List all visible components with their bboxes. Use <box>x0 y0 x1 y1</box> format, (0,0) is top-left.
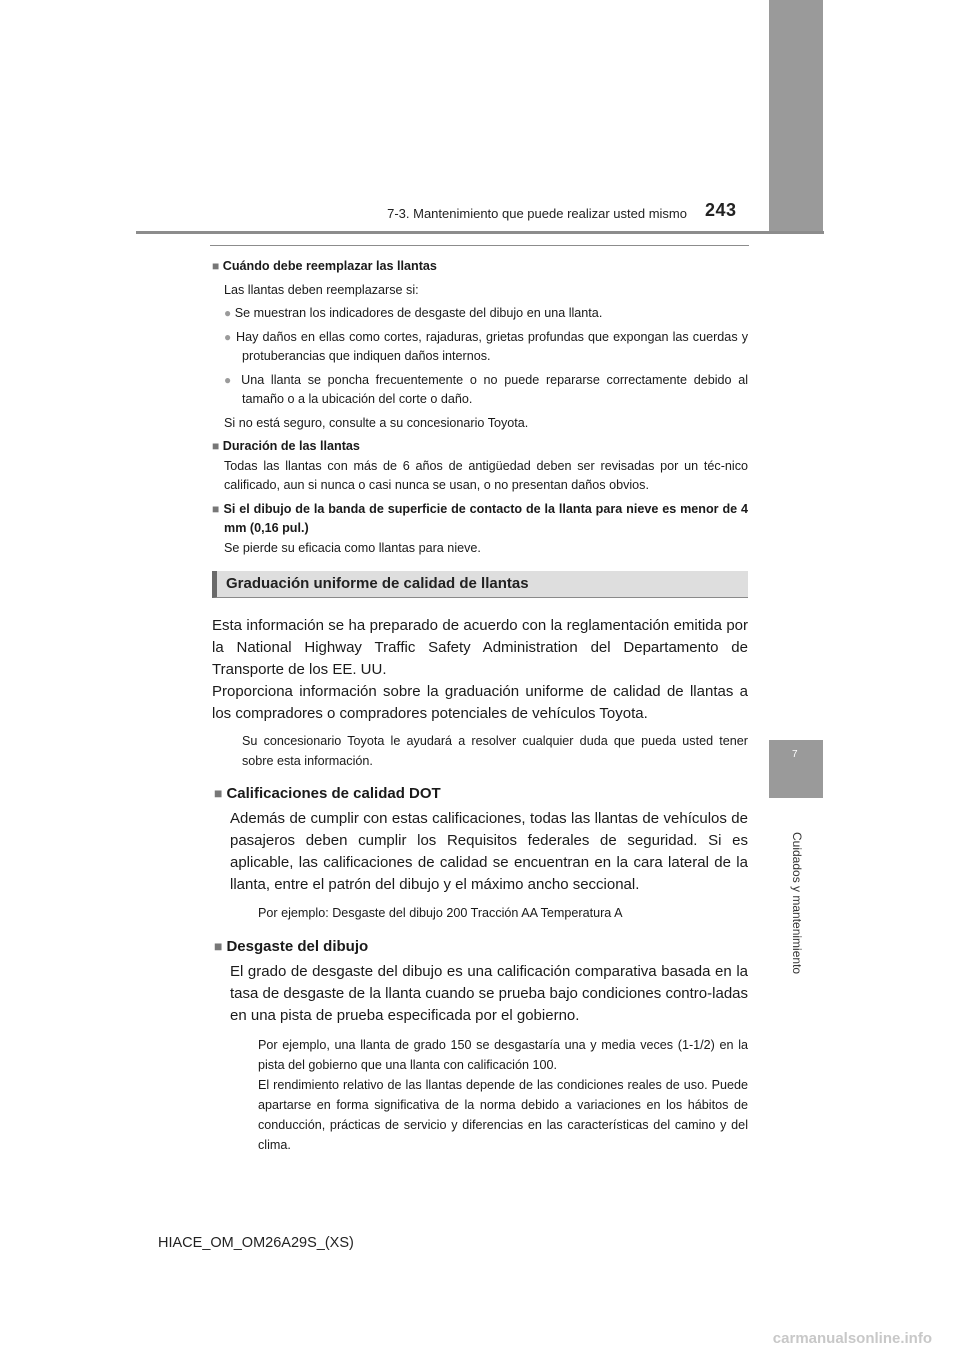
subsection-title: Desgaste del dibujo <box>226 937 369 955</box>
list-item-text: Se muestran los indicadores de desgaste del dibujo en una llanta. <box>234 306 603 320</box>
footer-code: HIACE_OM_OM26A29S_(XS) <box>158 1235 354 1251</box>
header-rule <box>136 231 824 234</box>
section-title: Duración de las llantas <box>222 439 360 453</box>
square-bullet-icon: ■ <box>214 785 223 801</box>
paragraph: Si no está seguro, consulte a su concesionario Toyota. <box>224 415 529 430</box>
square-bullet-icon: ■ <box>212 439 220 453</box>
chapter-title: Cuidados y mantenimiento <box>790 832 804 975</box>
bullet-icon: ● <box>224 306 232 320</box>
paragraph: Esta información se ha preparado de acuerdo con la reglamentación emitida por la National Highway Traffic Safety Administration del Departamento de Transporte de los EE. UU. <box>212 617 748 678</box>
note: El rendimiento relativo de las llantas depende de las condiciones reales de uso. Puede apartarse en forma significativa de la norma debido a variaciones en los hábitos de conducción, prácticas de servicio y diferencias en las características del camino y del clima. <box>258 1077 748 1152</box>
subsection-title: Calificaciones de calidad DOT <box>226 785 441 802</box>
paragraph: Proporciona información sobre la graduación uniforme de calidad de llantas a los compradores o compradores potenciales de vehículos Toyota. <box>212 683 748 722</box>
note: Por ejemplo, una llanta de grado 150 se desgastaría una y media veces (1-1/2) en la pista del gobierno que una llanta con calificación 100. <box>258 1037 748 1072</box>
content-rule <box>210 245 749 246</box>
list-item-text: Hay daños en ellas como cortes, rajaduras, grietas profundas que expongan las cuerdas y protuberancias que indiquen daños internos. <box>236 329 749 363</box>
subsection-dot-grades <box>212 785 748 802</box>
section-snow-tire <box>212 500 748 539</box>
example-note: Por ejemplo: Desgaste del dibujo 200 Tracción AA Temperatura A <box>258 906 623 920</box>
paragraph: Todas las llantas con más de 6 años de antigüedad deben ser revisadas por un téc-nico calificado, aun si nunca o casi nunca se usan, o no presentan daños obvios. <box>224 458 748 492</box>
bullet-icon: ● <box>224 372 235 387</box>
square-bullet-icon: ■ <box>212 501 220 516</box>
note: Su concesionario Toyota le ayudará a resolver cualquier duda que pueda usted tener sobre esta información. <box>242 734 748 768</box>
page-number: 243 <box>705 200 737 220</box>
section-when-replace <box>212 257 748 277</box>
list-item <box>212 371 748 410</box>
header-title: 7-3. Mantenimiento que puede realizar usted mismo <box>387 206 687 221</box>
chapter-tab-upper <box>769 0 823 233</box>
square-bullet-icon: ■ <box>214 937 223 954</box>
square-bullet-icon: ■ <box>212 259 220 273</box>
paragraph: Además de cumplir con estas calificaciones, todas las llantas de vehículos de pasajeros deben cumplir los Requisitos federales de seguridad. Si es aplicable, las calificaciones de calidad se encuentran en la cara lateral de la llanta, entre el patrón del dibujo y el máximo ancho seccional. <box>230 810 748 893</box>
chapter-number: 7 <box>792 749 798 760</box>
watermark: carmanualsonline.info <box>772 1330 932 1347</box>
section-title: Si el dibujo de la banda de superficie de contacto de la llanta para nieve es menor de 4 mm (0,16 pul.) <box>223 501 749 535</box>
bullet-icon: ● <box>224 329 232 344</box>
paragraph: El grado de desgaste del dibujo es una calificación comparativa basada en la tasa de desgaste de la llanta cuando se prueba bajo condiciones contro-ladas en una pista de prueba especificada por el gobierno. <box>230 962 748 1024</box>
section-header: Graduación uniforme de calidad de llantas <box>212 571 748 598</box>
subsection-treadwear <box>212 938 748 955</box>
list-item-text: Una llanta se poncha frecuentemente o no puede repararse correctamente debido al tamaño o a la ubicación del corte o daño. <box>241 372 749 406</box>
list-item <box>212 328 748 367</box>
paragraph: Las llantas deben reemplazarse si: <box>224 282 419 297</box>
section-title: Cuándo debe reemplazar las llantas <box>222 259 437 273</box>
section-tire-life <box>212 437 748 457</box>
paragraph: Se pierde su eficacia como llantas para nieve. <box>224 540 481 555</box>
list-item <box>212 304 748 324</box>
page-content <box>212 257 748 1155</box>
